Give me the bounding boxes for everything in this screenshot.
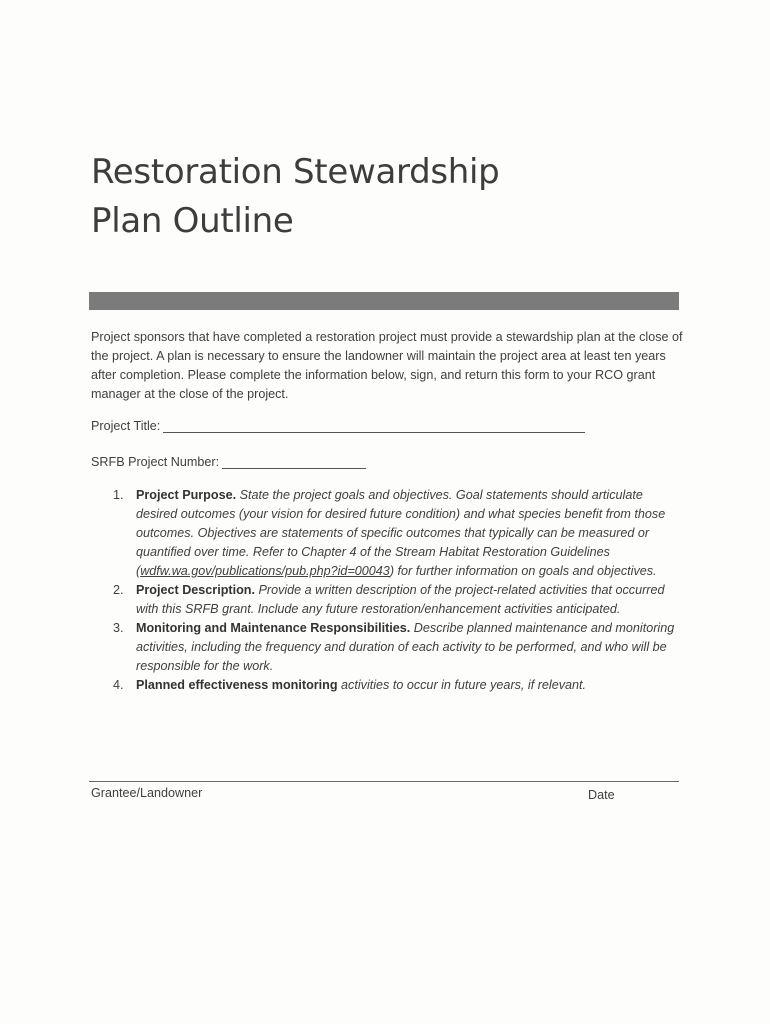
page-title-line-2: Plan Outline [91, 201, 294, 241]
list-item-number: 2. [113, 583, 124, 597]
list-item-number: 1. [113, 488, 124, 502]
guidelines-link[interactable]: wdfw.wa.gov/publications/pub.php?id=00043 [140, 564, 390, 578]
project-number-label: SRFB Project Number: [91, 455, 220, 469]
section-divider-bar [89, 292, 679, 310]
list-item-text: State the project goals and objectives. Goal statements should articulate desired outcomes (your vision for desired future condition) and what species benefit from those outcomes. Objectives are statements of specific outcomes that typically can be measured or quantified over time. Refer to Chapter 4 of the Stream Habitat Restoration Guidelines ( [136, 488, 666, 578]
intro-paragraph: Project sponsors that have completed a restoration project must provide a stewardship plan at the close of the project. A plan is necessary to ensure the landowner will maintain the project area at least ten years after completion. Please complete the information below, sign, and return this form to your RCO grant manager at the close of the project. [91, 330, 683, 401]
list-item: 3. Monitoring and Maintenance Responsibilities. Describe planned maintenance and monitoring activities, including the frequency and duration of each activity to be performed, and who will be responsible for the work. [113, 621, 675, 673]
list-item-heading: Project Description [136, 583, 252, 597]
project-title-blank-line[interactable] [163, 418, 585, 433]
list-item-number: 3. [113, 621, 124, 635]
date-label: Date [588, 788, 615, 802]
page-title-line-1: Restoration Stewardship [91, 152, 500, 192]
list-item-heading: Monitoring and Maintenance Responsibilities [136, 621, 407, 635]
list-item-heading: Project Purpose [136, 488, 233, 502]
list-item-text-after-link: ) for further information on goals and objectives. [389, 564, 657, 578]
list-item-text: Provide a written description of the project-related activities that occurred with this SRFB grant. Include any future restoration/enhancement activities anticipated. [136, 583, 665, 616]
list-item: 2. Project Description. Provide a written description of the project-related activities that occurred with this SRFB grant. Include any future restoration/enhancement activities anticipated. [113, 583, 665, 616]
list-item-number: 4. [113, 678, 124, 692]
list-item-text: activities to occur in future years, if relevant. [341, 678, 587, 692]
outline-list [108, 486, 678, 695]
page-title [91, 148, 651, 246]
project-number-field [91, 454, 366, 469]
grantee-landowner-label: Grantee/Landowner [91, 786, 203, 800]
list-item-text: Describe planned maintenance and monitoring activities, including the frequency and duration of each activity to be performed, and who will be responsible for the work. [136, 621, 675, 673]
project-title-field [91, 418, 585, 433]
list-item [108, 676, 678, 695]
list-item: 1. Project Purpose. State the project goals and objectives. Goal statements should articulate desired outcomes (your vision for desired future condition) and what species benefit from those outcomes. Objectives are statements of specific outcomes that typically can be measured or quantified over time. Refer to Chapter 4 of the Stream Habitat Restoration Guidelines (wdfw.wa.gov/publications/pub.php?id=00043) for further information on goals and objectives. [113, 488, 666, 578]
project-number-blank-line[interactable] [222, 454, 366, 469]
signature-line[interactable] [89, 781, 679, 782]
list-item-heading: Planned effectiveness monitoring [136, 678, 338, 692]
project-title-label: Project Title: [91, 419, 161, 433]
